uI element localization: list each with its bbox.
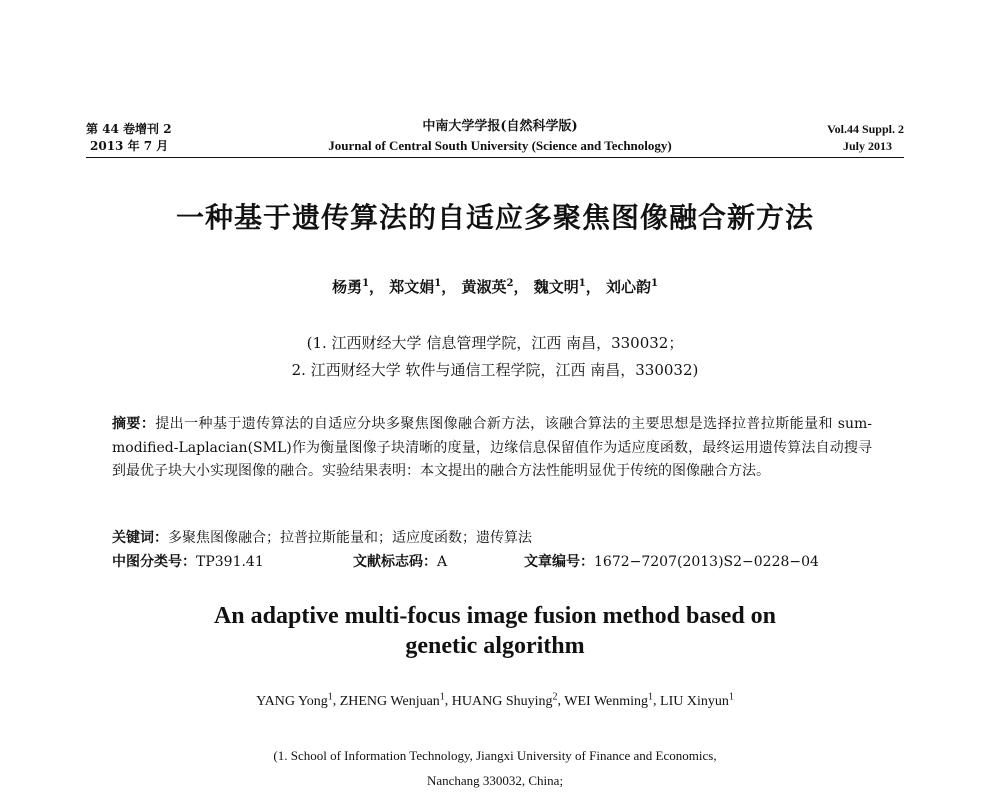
author-en: YANG Yong$^1$ [256,691,333,709]
author-cn: 郑文娟$^1$ [389,278,442,296]
author-cn: 刘心韵$^1$ [605,278,658,296]
keywords-text: 多聚焦图像融合；拉普拉斯能量和；适应度函数；遗传算法 [168,530,532,546]
paper-title-cn: 一种基于遗传算法的自适应多聚焦图像融合新方法 [175,201,814,234]
affiliation-cn-1: (1. 江西财经大学 信息管理学院，江西 南昌，330032； [306,334,684,352]
paper-title-en: An adaptive multi-focus image fusion method based on genetic algorithm [213,603,777,659]
abstract [112,413,872,484]
header-journal-cn: 中南大学学报(自然科学版) [422,119,578,134]
author-en: LIU Xinyun$^1$ [660,691,734,709]
article-number: 文章编号：1672−7207(2013)S2−0228−04 [524,554,819,570]
author-cn: 黄淑英$^2$ [461,278,514,296]
document-code: 文献标志码：A [353,554,448,570]
author-cn: 魏文明$^1$ [533,278,586,296]
header-vol-en: Vol.44 Suppl. 2 [827,122,904,136]
author-cn: 杨勇$^1$ [332,278,370,296]
header-volume: 第 44 卷增刊 2 [86,122,172,136]
author-en: HUANG Shuying$^2$ [451,691,558,709]
author-en: ZHENG Wenjuan$^1$ [339,691,445,709]
affiliation-cn-2: 2. 江西财经大学 软件与通信工程学院，江西 南昌，330032) [291,361,699,379]
clc-number: 中图分类号：TP391.41 [112,554,264,570]
authors-en: YANG Yong$^1$, ZHENG Wenjuan$^1$, HUANG Shuying$^2$, WEI Wenming$^1$, LIU Xinyun$^1$ [256,691,734,709]
header-date-en: July 2013 [842,139,892,153]
header-rule [86,157,904,158]
affiliation-en-1: (1. School of Information Technology, Jiangxi University of Finance and Economics, [273,748,717,763]
abstract-text: 提出一种基于遗传算法的自适应分块多聚焦图像融合新方法，该融合算法的主要思想是选择拉普拉斯能量和 sum-modified-Laplacian(SML)作为衡量图像子块清晰的度量，边缘信息保留值作为适应度函数，最终运用遗传算法自动搜寻到最优子块大小实现图像的融合。实验结果表明：本文提出的融合方法性能明显优于传统的图像融合方法。 [112,416,873,479]
authors-cn: 杨勇$^1$， 郑文娟$^1$， 黄淑英$^2$， 魏文明$^1$， 刘心韵$^1$ [332,278,658,296]
affiliation-en-2: Nanchang 330032, China; [426,773,564,788]
header-journal-en: Journal of Central South University (Science and Technology) [328,138,672,153]
keywords-label: 关键词： [112,530,168,546]
abstract-label: 摘要： [112,416,156,432]
header-date: 2013 年 7 月 [90,139,169,153]
keywords [112,527,532,547]
author-en: WEI Wenming$^1$ [564,691,654,709]
